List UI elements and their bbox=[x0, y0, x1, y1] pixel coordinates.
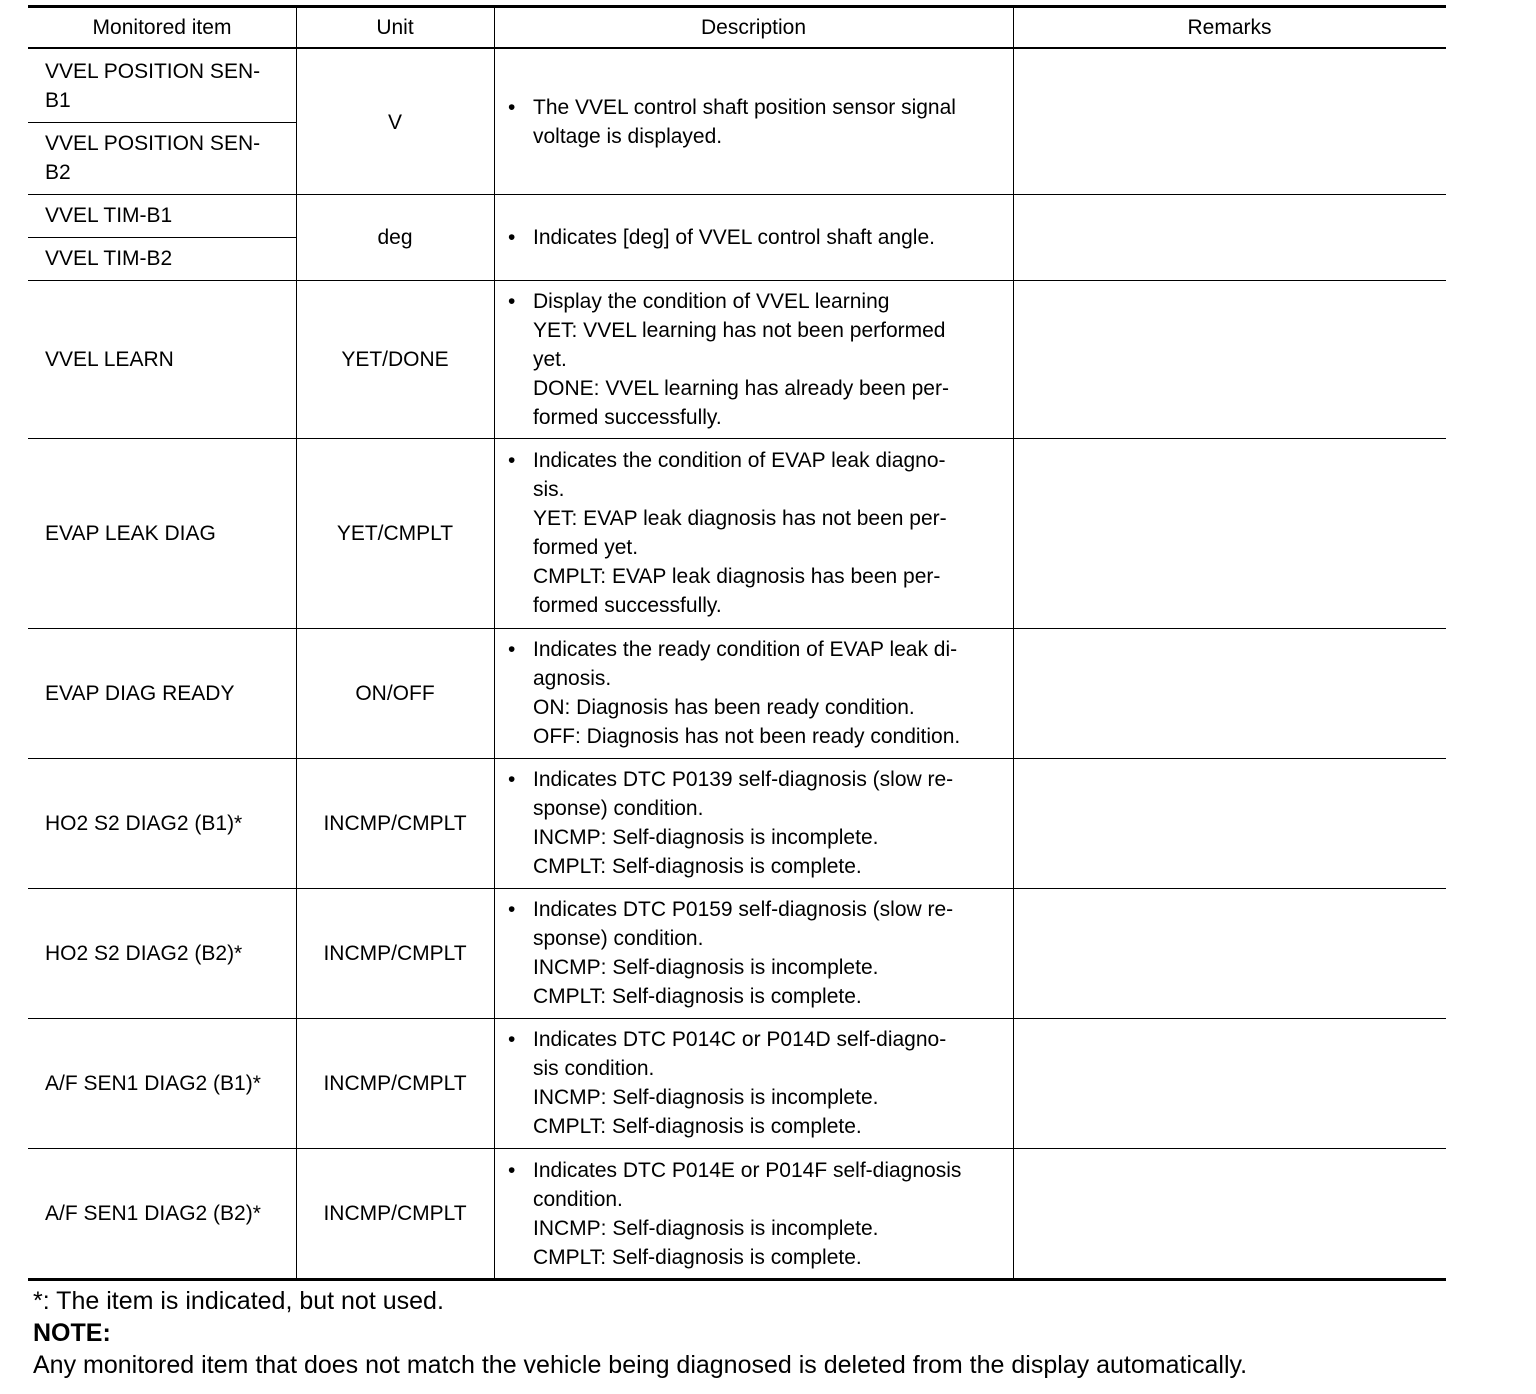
description-line: Indicates the condition of EVAP leak diagno- bbox=[533, 449, 946, 472]
monitored-item-cell bbox=[28, 628, 296, 758]
header-description: Description bbox=[700, 16, 807, 39]
description-line: ON: Diagnosis has been ready condition. bbox=[533, 696, 915, 719]
unit-cell: INCMP/CMPLT bbox=[323, 811, 467, 835]
monitored-item-cell bbox=[28, 888, 296, 1018]
remarks-cell bbox=[1013, 438, 1446, 628]
description-line: INCMP: Self-diagnosis is incomplete. bbox=[533, 826, 879, 849]
remarks-cell bbox=[1013, 194, 1446, 280]
unit-cell: V bbox=[387, 110, 402, 134]
description-line: CMPLT: EVAP leak diagnosis has been per- bbox=[533, 565, 941, 588]
note-text: Any monitored item that does not match the vehicle being diagnosed is deleted from the display automatically. bbox=[33, 1351, 1248, 1379]
bullet-icon: • bbox=[508, 225, 516, 249]
note-label: NOTE: bbox=[33, 1319, 111, 1347]
item-name-line: VVEL TIM-B1 bbox=[45, 204, 173, 227]
unit-cell: INCMP/CMPLT bbox=[323, 1202, 467, 1225]
item-name-line: VVEL POSITION SEN- bbox=[45, 60, 261, 83]
description-line: INCMP: Self-diagnosis is incomplete. bbox=[533, 956, 879, 979]
description-line: INCMP: Self-diagnosis is incomplete. bbox=[533, 1086, 879, 1109]
description-line: sis condition. bbox=[533, 1057, 655, 1080]
description-line: formed yet. bbox=[533, 536, 639, 559]
remarks-cell bbox=[1013, 50, 1446, 194]
description-cell bbox=[494, 888, 1013, 1018]
bullet-icon: • bbox=[508, 289, 516, 313]
item-name-line: B2 bbox=[45, 161, 71, 184]
footer bbox=[33, 1285, 1247, 1381]
description-line: formed successfully. bbox=[533, 405, 722, 429]
unit-cell: YET/DONE bbox=[341, 347, 449, 371]
monitored-item-cell bbox=[28, 1018, 296, 1148]
bullet-icon: • bbox=[508, 768, 516, 791]
description-line: Indicates DTC P0159 self-diagnosis (slow re- bbox=[533, 898, 954, 921]
bullet-icon: • bbox=[508, 96, 516, 119]
description-line: Indicates [deg] of VVEL control shaft angle. bbox=[533, 225, 935, 249]
monitored-item-cell bbox=[28, 438, 296, 628]
description-cell bbox=[494, 280, 1013, 438]
description-line: Indicates the ready condition of EVAP leak di- bbox=[533, 638, 958, 661]
unit-cell: deg bbox=[377, 225, 413, 249]
description-line: YET: EVAP leak diagnosis has not been per- bbox=[533, 507, 947, 530]
divider bbox=[28, 47, 1446, 49]
description-line: Indicates DTC P0139 self-diagnosis (slow re- bbox=[533, 768, 954, 791]
monitored-item-cell bbox=[28, 758, 296, 888]
description-line: INCMP: Self-diagnosis is incomplete. bbox=[533, 1216, 879, 1240]
monitored-item-cell bbox=[28, 50, 296, 122]
item-name-line: VVEL POSITION SEN- bbox=[45, 132, 261, 155]
unit-cell: INCMP/CMPLT bbox=[323, 1071, 467, 1095]
item-name-line: VVEL TIM-B2 bbox=[45, 247, 173, 270]
item-name-line: B1 bbox=[45, 89, 71, 112]
description-cell bbox=[494, 438, 1013, 628]
description-cell bbox=[494, 1018, 1013, 1148]
header-monitored-item: Monitored item bbox=[92, 16, 232, 39]
remarks-cell bbox=[1013, 280, 1446, 438]
monitored-item-cell bbox=[28, 194, 296, 237]
description-line: formed successfully. bbox=[533, 594, 722, 617]
remarks-cell bbox=[1013, 1018, 1446, 1148]
item-name-line: A/F SEN1 DIAG2 (B2)* bbox=[45, 1202, 261, 1225]
description-line: YET: VVEL learning has not been performed bbox=[533, 318, 946, 342]
description-line: CMPLT: Self-diagnosis is complete. bbox=[533, 855, 862, 878]
description-line: The VVEL control shaft position sensor signal bbox=[533, 96, 956, 119]
description-line: Display the condition of VVEL learning bbox=[533, 289, 890, 313]
item-name-line: HO2 S2 DIAG2 (B1)* bbox=[45, 811, 243, 835]
description-line: voltage is displayed. bbox=[533, 125, 723, 148]
description-cell bbox=[494, 50, 1013, 194]
item-name-line: EVAP LEAK DIAG bbox=[45, 521, 216, 545]
unit-cell: YET/CMPLT bbox=[336, 521, 454, 545]
description-cell bbox=[494, 628, 1013, 758]
bullet-icon: • bbox=[508, 898, 516, 921]
description-line: Indicates DTC P014E or P014F self-diagnosis bbox=[533, 1158, 962, 1182]
item-name-line: VVEL LEARN bbox=[45, 347, 174, 371]
header-unit: Unit bbox=[376, 16, 414, 39]
footnote: *: The item is indicated, but not used. bbox=[33, 1287, 444, 1315]
monitored-items-table bbox=[28, 5, 1446, 1282]
description-line: agnosis. bbox=[533, 667, 612, 690]
description-line: Indicates DTC P014C or P014D self-diagno- bbox=[533, 1028, 947, 1051]
remarks-cell bbox=[1013, 1148, 1446, 1279]
header-remarks: Remarks bbox=[1187, 16, 1272, 39]
unit-cell: ON/OFF bbox=[355, 681, 435, 705]
description-cell bbox=[494, 194, 1013, 280]
remarks-cell bbox=[1013, 628, 1446, 758]
description-line: sponse) condition. bbox=[533, 797, 704, 820]
description-cell bbox=[494, 758, 1013, 888]
description-line: yet. bbox=[533, 347, 567, 371]
bullet-icon: • bbox=[508, 1158, 516, 1182]
description-line: CMPLT: Self-diagnosis is complete. bbox=[533, 1115, 862, 1138]
description-line: condition. bbox=[533, 1187, 623, 1211]
monitored-item-cell bbox=[28, 237, 296, 280]
remarks-cell bbox=[1013, 888, 1446, 1018]
bullet-icon: • bbox=[508, 1028, 516, 1051]
description-line: CMPLT: Self-diagnosis is complete. bbox=[533, 1245, 862, 1269]
description-line: sis. bbox=[533, 478, 565, 501]
item-name-line: EVAP DIAG READY bbox=[45, 681, 235, 705]
monitored-item-cell bbox=[28, 280, 296, 438]
item-name-line: HO2 S2 DIAG2 (B2)* bbox=[45, 941, 243, 965]
item-name-line: A/F SEN1 DIAG2 (B1)* bbox=[45, 1071, 261, 1095]
description-line: sponse) condition. bbox=[533, 927, 704, 950]
monitored-item-cell bbox=[28, 1148, 296, 1279]
bullet-icon: • bbox=[508, 638, 516, 661]
description-line: CMPLT: Self-diagnosis is complete. bbox=[533, 985, 862, 1008]
bullet-icon: • bbox=[508, 449, 516, 472]
description-cell bbox=[494, 1148, 1013, 1279]
unit-cell: INCMP/CMPLT bbox=[323, 941, 467, 965]
description-line: OFF: Diagnosis has not been ready condition. bbox=[533, 725, 961, 748]
monitored-item-cell bbox=[28, 122, 296, 194]
remarks-cell bbox=[1013, 758, 1446, 888]
description-line: DONE: VVEL learning has already been per- bbox=[533, 376, 949, 400]
